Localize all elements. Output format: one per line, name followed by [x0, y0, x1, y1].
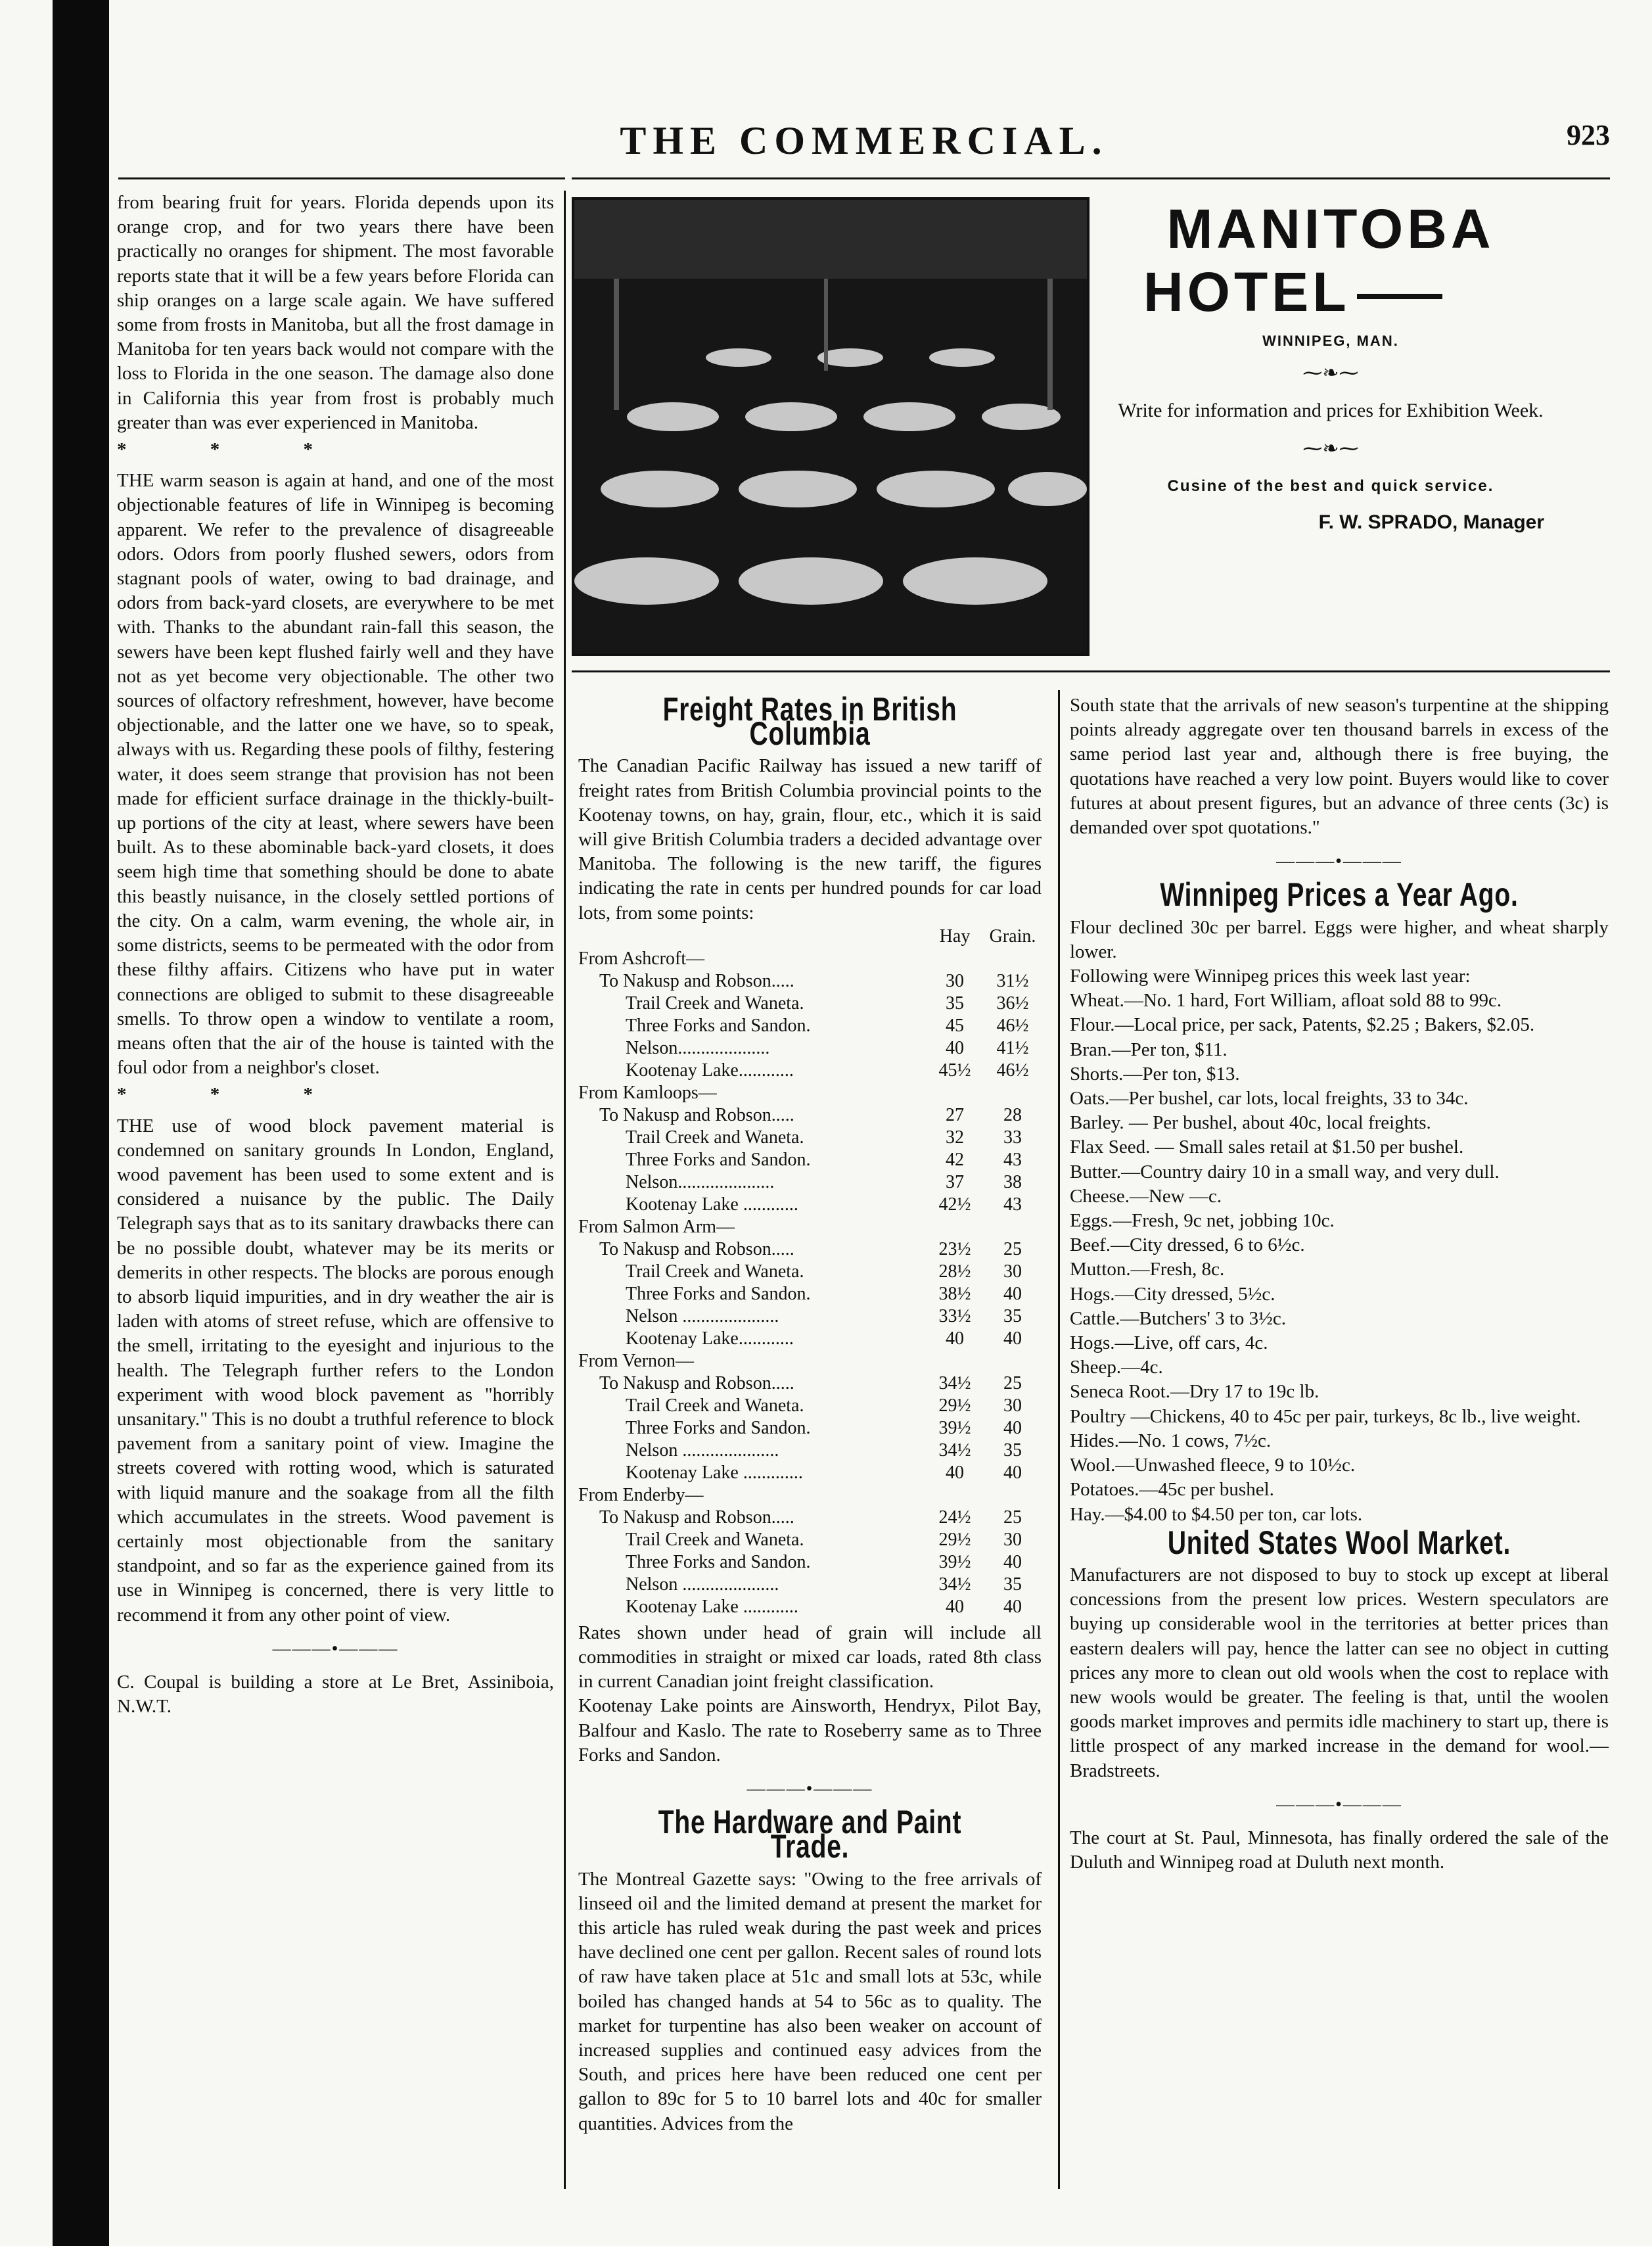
rates-row — [578, 1574, 1042, 1596]
ad-title-underline — [1357, 294, 1442, 299]
florida-paragraph: from bearing fruit for years. Florida depends upon its orange crop, and for two years there have been practically no oranges for shipment. The most favorable reports state that it will be a few years before Florida can ship oranges on a large scale again. We have suffered some from frosts in Manitoba, but all the frost damage in Manitoba for ten years back would not compare with the loss to Florida in the one season. The damage also done in California this year from frost is probably much greater than was ever experienced in Manitoba. — [117, 192, 554, 433]
hotel-dining-room-photo — [572, 197, 1090, 656]
rates-row — [578, 1596, 1042, 1618]
rates-destination: Nelson ..................... — [626, 1439, 779, 1461]
rates-destination: To Nakusp and Robson..... — [599, 1104, 794, 1125]
price-entry: Potatoes.—45c per bushel. — [1070, 1479, 1274, 1501]
rates-destination: Kootenay Lake............ — [626, 1060, 794, 1081]
rates-hay-value: 40 — [946, 1328, 964, 1349]
court-notice: The court at St. Paul, Minnesota, has finally ordered the sale of the Duluth and Winnipeg road at Duluth next month. — [1070, 1827, 1609, 1873]
rates-origin-row — [578, 948, 1042, 970]
rates-row — [578, 1462, 1042, 1484]
rates-grain-value: 25 — [1003, 1372, 1022, 1393]
column-rule-1 — [564, 191, 566, 2189]
rates-grain-value: 35 — [1003, 1305, 1022, 1326]
ad-info-text: Write for information and prices for Exhibition Week. — [1118, 400, 1544, 421]
freight-intro: The Canadian Pacific Railway has issued a new tariff of freight rates from British Columbia provincial points to the Kootenay towns, on hay, grain, flour, etc., which it is said will give British Columbia traders a decided advantage over Manitoba. The following is the new tariff, the figures indicating the rate in cents per hundred pounds for car load lots, from some points: — [578, 755, 1042, 924]
prices-list — [1070, 989, 1609, 1526]
rates-hay-value: 40 — [946, 1462, 964, 1483]
price-entry: Flax Seed. — Small sales retail at $1.50 per bushel. — [1070, 1136, 1464, 1158]
rates-origin: From Vernon— — [578, 1350, 695, 1371]
rates-grain-value: 25 — [1003, 1507, 1022, 1528]
rates-destination: To Nakusp and Robson..... — [599, 970, 794, 991]
rates-row — [578, 993, 1042, 1015]
price-entry: Shorts.—Per ton, $13. — [1070, 1063, 1240, 1085]
rates-destination: Three Forks and Sandon. — [626, 1015, 811, 1036]
price-entry: Beef.—City dressed, 6 to 6½c. — [1070, 1234, 1305, 1256]
ad-bottom-rule — [572, 670, 1610, 672]
rates-row — [578, 1551, 1042, 1574]
rates-row — [578, 1194, 1042, 1216]
rates-row — [578, 1127, 1042, 1149]
rates-origin-row — [578, 1082, 1042, 1104]
rates-hay-value: 35 — [946, 993, 964, 1014]
rates-row — [578, 1283, 1042, 1305]
freight-note-1: Rates shown under head of grain will include all commodities in straight or mixed car loads, rated 8th class in current Canadian joint freight classification. — [578, 1622, 1042, 1693]
column-rule-2 — [1058, 690, 1060, 2189]
rates-hay-value: 32 — [946, 1127, 964, 1148]
rates-hay-value: 39½ — [938, 1417, 971, 1438]
rates-row — [578, 1305, 1042, 1328]
rates-hay-value: 37 — [946, 1171, 964, 1192]
price-entry: Cheese.—New —c. — [1070, 1185, 1222, 1207]
rates-hay-value: 23½ — [938, 1238, 971, 1259]
rates-hay-value: 34½ — [938, 1439, 971, 1461]
rates-destination: Three Forks and Sandon. — [626, 1283, 811, 1304]
rates-row — [578, 1439, 1042, 1462]
rates-hay-value: 42 — [946, 1149, 964, 1170]
separator-2: ———•——— — [746, 1779, 873, 1800]
rates-grain-value: 30 — [1003, 1261, 1022, 1282]
ad-title-hotel-text: HOTEL — [1143, 261, 1350, 323]
rates-hay-value: 34½ — [938, 1574, 971, 1595]
rates-grain-value: 38 — [1003, 1171, 1022, 1192]
price-entry: Wool.—Unwashed fleece, 9 to 10½c. — [1070, 1455, 1356, 1476]
rates-hay-value: 42½ — [938, 1194, 971, 1215]
rates-row — [578, 1529, 1042, 1551]
rates-header-row — [578, 925, 1042, 948]
ad-location: WINNIPEG, MAN. — [1262, 333, 1399, 349]
dining-room-image — [574, 200, 1087, 653]
price-entry: Barley. — Per bushel, about 40c, local freights. — [1070, 1112, 1431, 1134]
middle-column — [578, 693, 1042, 2136]
rates-grain-value: 40 — [1003, 1596, 1022, 1617]
price-entry: Flour.—Local price, per sack, Patents, $2.25 ; Bakers, $2.05. — [1070, 1014, 1535, 1036]
rates-hay-value: 40 — [946, 1037, 964, 1058]
rates-grain-value: 40 — [1003, 1283, 1022, 1304]
grain-column-header: Grain. — [989, 925, 1036, 947]
rates-destination: Nelson ..................... — [626, 1574, 779, 1595]
rates-destination: Nelson..................... — [626, 1171, 775, 1192]
wool-market-heading: United States Wool Market. — [1167, 1524, 1511, 1561]
rates-origin: From Enderby— — [578, 1484, 704, 1505]
header-rule-left — [118, 177, 565, 179]
freight-heading: Freight Rates in British Columbia — [662, 691, 957, 753]
rates-hay-value: 45½ — [938, 1060, 971, 1081]
price-entry: Hides.—No. 1 cows, 7½c. — [1070, 1430, 1272, 1451]
rates-destination: Trail Creek and Waneta. — [626, 993, 804, 1014]
left-column — [117, 191, 554, 1719]
rates-origin: From Kamloops— — [578, 1082, 717, 1103]
ad-title-hotel — [1117, 260, 1544, 323]
rates-row — [578, 1015, 1042, 1037]
ad-manager: F. W. SPRADO, Manager — [1318, 511, 1544, 533]
publication-title: THE COMMERCIAL. — [620, 119, 1109, 162]
rates-destination: Kootenay Lake............ — [626, 1328, 794, 1349]
winnipeg-prices-heading: Winnipeg Prices a Year Ago. — [1160, 876, 1519, 914]
rates-row — [578, 1328, 1042, 1350]
prices-intro-2: Following were Winnipeg prices this week last year: — [1070, 966, 1471, 987]
freight-note-2: Kootenay Lake points are Ainsworth, Hendryx, Pilot Bay, Balfour and Kaslo. The rate to Roseberry same as to Three Forks and Sandon. — [578, 1695, 1042, 1766]
price-entry: Hogs.—City dressed, 5½c. — [1070, 1283, 1275, 1305]
rates-grain-value: 46½ — [996, 1015, 1029, 1036]
rates-grain-value: 33 — [1003, 1127, 1022, 1148]
price-entry: Hay.—$4.00 to $4.50 per ton, car lots. — [1070, 1503, 1363, 1525]
binding-spine — [53, 0, 109, 2246]
rates-hay-value: 29½ — [938, 1529, 971, 1550]
rates-destination: Nelson ..................... — [626, 1305, 779, 1326]
rates-grain-value: 40 — [1003, 1462, 1022, 1483]
price-entry: Butter.—Country dairy 10 in a small way, and very dull. — [1070, 1161, 1500, 1182]
odors-paragraph: THE warm season is again at hand, and one of the most objectionable features of life in Winnipeg is becoming apparent. We refer to the prevalence of disagreeable odors. Odors from poorly flushed sewers, odors from stagnant pools of water, owing to bad drainage, and odors from back-yard closets, are everywhere to be met with. Thanks to the abundant rain-fall this season, the sewers have been kept flushed fairly well and they have not as yet become very objectionable. The other two sources of olfactory refreshment, however, have become objectionable, and the latter one we have, so to speak, always with us. Regarding these pools of filthy, festering water, it does seem strange that provision has not been made for efficient surface drainage in the thickly-built-up portions of the city at least, where sewers have been built. As to these abominable back-yard closets, it does seem high time that something should be done to abate this beastly nuisance, in the closely settled portions of the city. On a calm, warm evening, the whole air, in some districts, seems to be permeated with the odor from these filthy affairs. Citizens who have put in water connections are obliged to submit to these disagreeable smells. To throw open a window to ventilate a room, means often that the air of the house is tainted with the foul odor from a neighbor's closet. — [117, 470, 554, 1079]
rates-hay-value: 40 — [946, 1596, 964, 1617]
masthead — [118, 118, 1610, 171]
rates-hay-value: 30 — [946, 970, 964, 991]
rates-row — [578, 970, 1042, 993]
price-entry: Oats.—Per bushel, car lots, local freights, 33 to 34c. — [1070, 1088, 1469, 1110]
section-stars: * * * — [117, 439, 352, 461]
rates-grain-value: 30 — [1003, 1395, 1022, 1416]
turpentine-continuation: South state that the arrivals of new season's turpentine at the shipping points already aggregate over ten thousand barrels in excess of the same period last year and, although there is free buying, the quotations have reached a very low point. Buyers would like to cover futures at about present figures, but an advance of three cents (3c) is demanded over spot quotations." — [1070, 695, 1609, 839]
ad-title-manitoba: MANITOBA — [1166, 198, 1495, 260]
manitoba-hotel-ad — [1117, 197, 1544, 534]
rates-row — [578, 1395, 1042, 1417]
rates-destination: To Nakusp and Robson..... — [599, 1507, 794, 1528]
rates-destination: Nelson.................... — [626, 1037, 770, 1058]
separator-3: ———•——— — [1276, 851, 1402, 872]
hardware-heading: The Hardware and Paint Trade. — [658, 1804, 962, 1865]
rates-row — [578, 1104, 1042, 1127]
rates-destination: To Nakusp and Robson..... — [599, 1238, 794, 1259]
rates-row — [578, 1238, 1042, 1261]
price-entry: Mutton.—Fresh, 8c. — [1070, 1259, 1225, 1280]
price-entry: Hogs.—Live, off cars, 4c. — [1070, 1332, 1268, 1354]
rates-origin: From Salmon Arm— — [578, 1216, 735, 1237]
wool-market-body: Manufacturers are not disposed to buy to stock up except at liberal concessions from the present low prices. Western speculators are buying up considerable wool in the territories at better prices than eastern dealers will pay, hence the latter can see no object in cutting prices any more to clean out old wools when the cost to replace with new wools would be greater. The feeling is that, until the woolen goods market improves and permits idle machinery to start up, there is little prospect of any marked increase in the demand for wool.—Bradstreets. — [1070, 1564, 1609, 1781]
rates-hay-value: 45 — [946, 1015, 964, 1036]
rates-grain-value: 25 — [1003, 1238, 1022, 1259]
rates-hay-value: 28½ — [938, 1261, 971, 1282]
rates-hay-value: 27 — [946, 1104, 964, 1125]
rates-grain-value: 28 — [1003, 1104, 1022, 1125]
rates-hay-value: 29½ — [938, 1395, 971, 1416]
rates-origin-row — [578, 1216, 1042, 1238]
prices-intro-1: Flour declined 30c per barrel. Eggs were higher, and wheat sharply lower. — [1070, 916, 1609, 962]
ornament-icon-2: ⁓❧⁓ — [1302, 438, 1359, 459]
rates-row — [578, 1417, 1042, 1439]
rates-row — [578, 1507, 1042, 1529]
hardware-body: The Montreal Gazette says: "Owing to the free arrivals of linseed oil and the limited demand at present the market for this article has ruled weak during the past week and prices have declined one cent per gallon. Recent sales of round lots of raw have taken place at 51c and small lots at 53c, while boiled has changed hands at 54 to 56c as to quality. The market for turpentine has also been weaker on account of increased supplies and continued easy advices from the South, and prices here have been reduced one cent per gallon to 89c for 5 to 10 barrel lots and 40c for smaller quantities. Advices from the — [578, 1868, 1042, 2134]
page-number: 923 — [1567, 119, 1610, 151]
rates-grain-value: 31½ — [996, 970, 1029, 991]
wood-pavement-paragraph: THE use of wood block pavement material is condemned on sanitary grounds In London, England, wood pavement has been used to some extent and is considered a nuisance by the public. The Daily Telegraph says that as to its sanitary drawbacks there can be no possible doubt, whatever may be its merits or demerits in other respects. The blocks are porous enough to absorb liquid impurities, and in dry weather the air is laden with atoms of street refuse, which are offensive to the smell, irritating to the eyesight and injurious to the health. The Telegraph further refers to the London experiment with wood block pavement as "horribly unsanitary." This is no doubt a truthful reference to block pavement from a sanitary point of view. Imagine the streets covered with rotting wood, which is saturated with liquid manure and the soakage from all the filth which accumulates in the streets. Wood pavement is certainly most objectionable from the sanitary standpoint, and so far as the experience gained from its use in Winnipeg is concerned, there is very little to recommend it from any other point of view. — [117, 1115, 554, 1626]
freight-rates-table — [578, 925, 1042, 1618]
hay-column-header: Hay — [939, 925, 971, 947]
rates-grain-value: 40 — [1003, 1417, 1022, 1438]
rates-destination: Three Forks and Sandon. — [626, 1149, 811, 1170]
price-entry: Seneca Root.—Dry 17 to 19c lb. — [1070, 1381, 1319, 1403]
rates-grain-value: 36½ — [996, 993, 1029, 1014]
separator-4: ———•——— — [1276, 1794, 1402, 1815]
rates-row — [578, 1372, 1042, 1395]
rates-grain-value: 35 — [1003, 1439, 1022, 1461]
rates-hay-value: 38½ — [938, 1283, 971, 1304]
rates-origin: From Ashcroft— — [578, 948, 705, 969]
rates-grain-value: 43 — [1003, 1194, 1022, 1215]
rates-destination: Kootenay Lake ............ — [626, 1596, 798, 1617]
price-entry: Eggs.—Fresh, 9c net, jobbing 10c. — [1070, 1210, 1335, 1232]
rates-destination: Three Forks and Sandon. — [626, 1551, 811, 1572]
rates-grain-value: 35 — [1003, 1574, 1022, 1595]
rates-destination: Trail Creek and Waneta. — [626, 1529, 804, 1550]
ad-cuisine-text: Cusine of the best and quick service. — [1167, 477, 1494, 495]
rates-destination: Trail Creek and Waneta. — [626, 1261, 804, 1282]
header-rule-right — [572, 177, 1610, 179]
rates-destination: Trail Creek and Waneta. — [626, 1127, 804, 1148]
ornament-icon: ⁓❧⁓ — [1302, 362, 1359, 384]
coupal-notice: C. Coupal is building a store at Le Bret, Assiniboia, N.W.T. — [117, 1671, 554, 1718]
section-stars-2: * * * — [117, 1084, 352, 1106]
rates-destination: To Nakusp and Robson..... — [599, 1372, 794, 1393]
rates-row — [578, 1149, 1042, 1171]
rates-grain-value: 40 — [1003, 1328, 1022, 1349]
price-entry: Sheep.—4c. — [1070, 1357, 1163, 1378]
rates-row — [578, 1171, 1042, 1194]
price-entry: Wheat.—No. 1 hard, Fort William, afloat sold 88 to 99c. — [1070, 990, 1502, 1012]
rates-destination: Kootenay Lake ............ — [626, 1194, 798, 1215]
rates-grain-value: 40 — [1003, 1551, 1022, 1572]
right-column — [1070, 693, 1609, 1875]
rates-row — [578, 1060, 1042, 1082]
rates-grain-value: 46½ — [996, 1060, 1029, 1081]
separator: ———•——— — [272, 1638, 399, 1659]
price-entry: Bran.—Per ton, $11. — [1070, 1039, 1228, 1060]
rates-grain-value: 43 — [1003, 1149, 1022, 1170]
rates-origin-row — [578, 1484, 1042, 1507]
rates-grain-value: 30 — [1003, 1529, 1022, 1550]
rates-destination: Kootenay Lake ............. — [626, 1462, 803, 1483]
rates-destination: Three Forks and Sandon. — [626, 1417, 811, 1438]
rates-destination: Trail Creek and Waneta. — [626, 1395, 804, 1416]
rates-hay-value: 34½ — [938, 1372, 971, 1393]
rates-hay-value: 39½ — [938, 1551, 971, 1572]
rates-row — [578, 1037, 1042, 1060]
rates-hay-value: 33½ — [938, 1305, 971, 1326]
price-entry: Poultry —Chickens, 40 to 45c per pair, turkeys, 8c lb., live weight. — [1070, 1405, 1581, 1427]
rates-row — [578, 1261, 1042, 1283]
rates-grain-value: 41½ — [996, 1037, 1029, 1058]
price-entry: Cattle.—Butchers' 3 to 3½c. — [1070, 1307, 1286, 1329]
rates-hay-value: 24½ — [938, 1507, 971, 1528]
rates-origin-row — [578, 1350, 1042, 1372]
